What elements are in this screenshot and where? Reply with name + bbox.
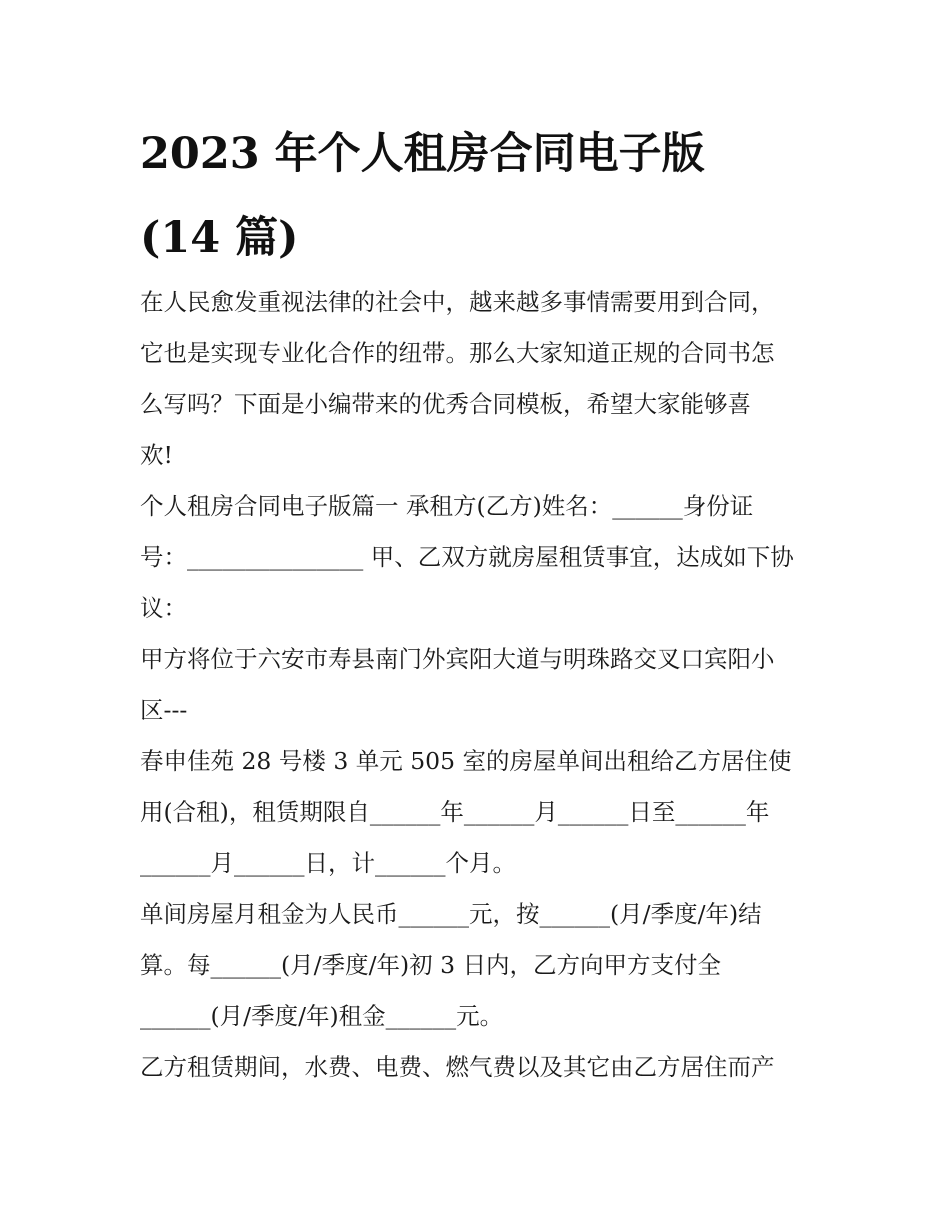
contract-text-line: 区--- [140, 696, 188, 724]
contract-text-line: 单间房屋月租金为人民币______元，按______(月/季度/年)结 [140, 900, 762, 928]
intro-text-line: 欢! [140, 441, 173, 469]
intro-text-line: 它也是实现专业化合作的纽带。那么大家知道正规的合同书怎 [140, 339, 775, 367]
intro-text-line: 在人民愈发重视法律的社会中，越来越多事情需要用到合同， [140, 288, 775, 316]
contract-text-line: 用(合租)，租赁期限自______年______月______日至______年 [140, 798, 770, 826]
contract-text-line: 乙方租赁期间，水费、电费、燃气费以及其它由乙方居住而产 [140, 1053, 775, 1081]
document-body [140, 277, 820, 1093]
contract-text-line: 算。每______(月/季度/年)初 3 日内，乙方向甲方支付全 [140, 951, 722, 979]
intro-text-line: 么写吗？下面是小编带来的优秀合同模板，希望大家能够喜 [140, 390, 751, 418]
document-title [140, 112, 820, 280]
contract-text-line: 议： [140, 594, 187, 622]
title-line: (14 篇) [140, 213, 299, 263]
contract-text-line: 春申佳苑 28 号楼 3 单元 505 室的房屋单间出租给乙方居住使 [140, 747, 792, 775]
contract-text-line: ______(月/季度/年)租金______元。 [140, 1002, 504, 1030]
contract-text-line: 号：_______________ 甲、乙双方就房屋租赁事宜，达成如下协 [140, 543, 794, 571]
contract-text-line: 甲方将位于六安市寿县南门外宾阳大道与明珠路交叉口宾阳小 [140, 645, 775, 673]
contract-text-line: 个人租房合同电子版篇一 承租方(乙方)姓名：______身份证 [140, 492, 754, 520]
contract-text-line: ______月______日，计______个月。 [140, 849, 516, 877]
title-line: 2023 年个人租房合同电子版 [140, 129, 705, 179]
